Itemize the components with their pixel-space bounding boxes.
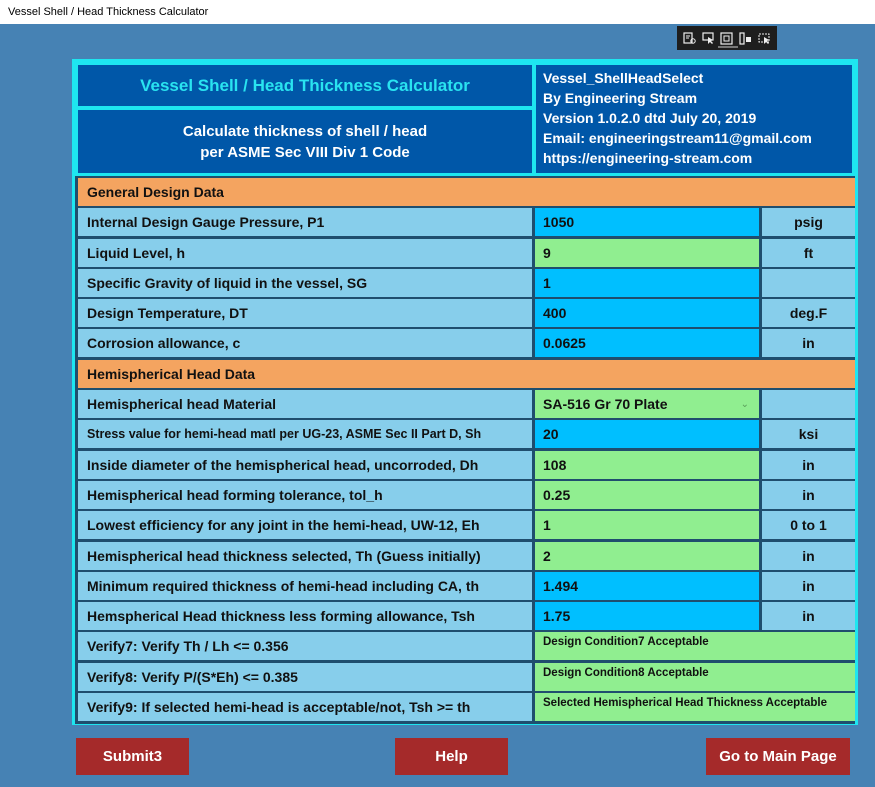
unit-thickness-selected: in [762, 542, 855, 570]
subtitle-line-1: Calculate thickness of shell / head [182, 122, 428, 140]
label-verify8: Verify8: Verify P/(S*Eh) <= 0.385 [78, 663, 532, 691]
input-design-temperature[interactable]: 400 [535, 299, 759, 327]
help-button[interactable]: Help [395, 738, 508, 775]
output-thickness-less-forming[interactable]: 1.75 [535, 602, 759, 630]
row-verify9 [75, 691, 855, 721]
author: By Engineering Stream [543, 90, 698, 106]
website: https://engineering-stream.com [543, 150, 753, 166]
unit-design-pressure: psig [762, 208, 855, 236]
input-inside-diameter[interactable]: 108 [535, 451, 759, 479]
label-joint-efficiency: Lowest efficiency for any joint in the hemi-head, UW-12, Eh [78, 511, 532, 539]
row-joint-efficiency [75, 509, 855, 539]
label-design-temperature: Design Temperature, DT [78, 299, 532, 327]
row-verify8 [75, 661, 855, 691]
display-layout-adorners-icon[interactable] [720, 31, 734, 45]
input-forming-tolerance[interactable]: 0.25 [535, 481, 759, 509]
app-title: Vessel Shell / Head Thickness Calculator [78, 65, 532, 106]
track-focus-icon[interactable] [739, 31, 753, 45]
row-stress-value [75, 418, 855, 448]
select-element-icon[interactable] [701, 31, 715, 45]
input-thickness-selected[interactable]: 2 [535, 542, 759, 570]
toolbar-grip[interactable] [718, 46, 738, 48]
row-min-required-thickness [75, 570, 855, 600]
label-inside-diameter: Inside diameter of the hemispherical head, uncorroded, Dh [78, 451, 532, 479]
row-thickness-less-forming [75, 600, 855, 630]
section-general-design-data: General Design Data [78, 178, 855, 206]
row-liquid-level [75, 237, 855, 267]
app-name: Vessel_ShellHeadSelect [543, 70, 704, 86]
live-visual-tree-icon[interactable] [682, 31, 696, 45]
label-thickness-selected: Hemispherical head thickness selected, Th (Guess initially) [78, 542, 532, 570]
input-design-pressure[interactable]: 1050 [535, 208, 759, 236]
app-info [536, 65, 852, 173]
row-verify7 [75, 630, 855, 660]
input-corrosion-allowance[interactable]: 0.0625 [535, 329, 759, 357]
unit-forming-tolerance: in [762, 481, 855, 509]
unit-head-material [762, 390, 855, 418]
row-thickness-selected [75, 540, 855, 570]
unit-liquid-level: ft [762, 239, 855, 267]
label-verify7: Verify7: Verify Th / Lh <= 0.356 [78, 632, 532, 660]
label-stress-value: Stress value for hemi-head matl per UG-23, ASME Sec II Part D, Sh [78, 420, 532, 448]
unit-specific-gravity [762, 269, 855, 297]
label-head-material: Hemispherical head Material [78, 390, 532, 418]
label-min-required-thickness: Minimum required thickness of hemi-head including CA, th [78, 572, 532, 600]
label-design-pressure: Internal Design Gauge Pressure, P1 [78, 208, 532, 236]
input-joint-efficiency[interactable]: 1 [535, 511, 759, 539]
submit-button[interactable]: Submit3 [76, 738, 189, 775]
window-title: Vessel Shell / Head Thickness Calculator [0, 0, 875, 24]
input-liquid-level[interactable]: 9 [535, 239, 759, 267]
section-hemispherical-head-data: Hemispherical Head Data [78, 360, 855, 388]
result-verify7: Design Condition7 Acceptable [535, 632, 855, 660]
row-design-pressure [75, 206, 855, 236]
row-head-material [75, 388, 855, 418]
select-head-material-value: SA-516 Gr 70 Plate [543, 396, 668, 413]
input-stress-value[interactable]: 20 [535, 420, 759, 448]
unit-joint-efficiency: 0 to 1 [762, 511, 855, 539]
xaml-debug-toolbar [677, 26, 777, 50]
unit-min-required-thickness: in [762, 572, 855, 600]
unit-stress-value: ksi [762, 420, 855, 448]
row-corrosion-allowance [75, 327, 855, 357]
go-to-main-page-button[interactable]: Go to Main Page [706, 738, 850, 775]
unit-design-temperature: deg.F [762, 299, 855, 327]
unit-thickness-less-forming: in [762, 602, 855, 630]
row-specific-gravity [75, 267, 855, 297]
input-specific-gravity[interactable]: 1 [535, 269, 759, 297]
label-corrosion-allowance: Corrosion allowance, c [78, 329, 532, 357]
version: Version 1.0.2.0 dtd July 20, 2019 [543, 110, 757, 126]
label-liquid-level: Liquid Level, h [78, 239, 532, 267]
binding-failures-icon[interactable] [758, 31, 772, 45]
unit-inside-diameter: in [762, 451, 855, 479]
label-verify9: Verify9: If selected hemi-head is acceptable/not, Tsh >= th [78, 693, 532, 721]
row-design-temperature [75, 297, 855, 327]
unit-corrosion-allowance: in [762, 329, 855, 357]
result-verify9: Selected Hemispherical Head Thickness Acceptable [535, 693, 855, 721]
subtitle-line-2: per ASME Sec VIII Div 1 Code [200, 143, 410, 161]
chevron-down-icon[interactable]: ⌄ [740, 398, 749, 410]
data-grid [75, 176, 855, 724]
calculator-frame [72, 59, 858, 725]
row-forming-tolerance [75, 479, 855, 509]
label-thickness-less-forming: Hemspherical Head thickness less forming allowance, Tsh [78, 602, 532, 630]
output-min-required-thickness[interactable]: 1.494 [535, 572, 759, 600]
app-subtitle [78, 110, 532, 173]
label-specific-gravity: Specific Gravity of liquid in the vessel, SG [78, 269, 532, 297]
row-inside-diameter [75, 449, 855, 479]
label-forming-tolerance: Hemispherical head forming tolerance, tol_h [78, 481, 532, 509]
email: Email: engineeringstream11@gmail.com [543, 130, 812, 146]
select-head-material[interactable] [535, 390, 759, 418]
result-verify8: Design Condition8 Acceptable [535, 663, 855, 691]
